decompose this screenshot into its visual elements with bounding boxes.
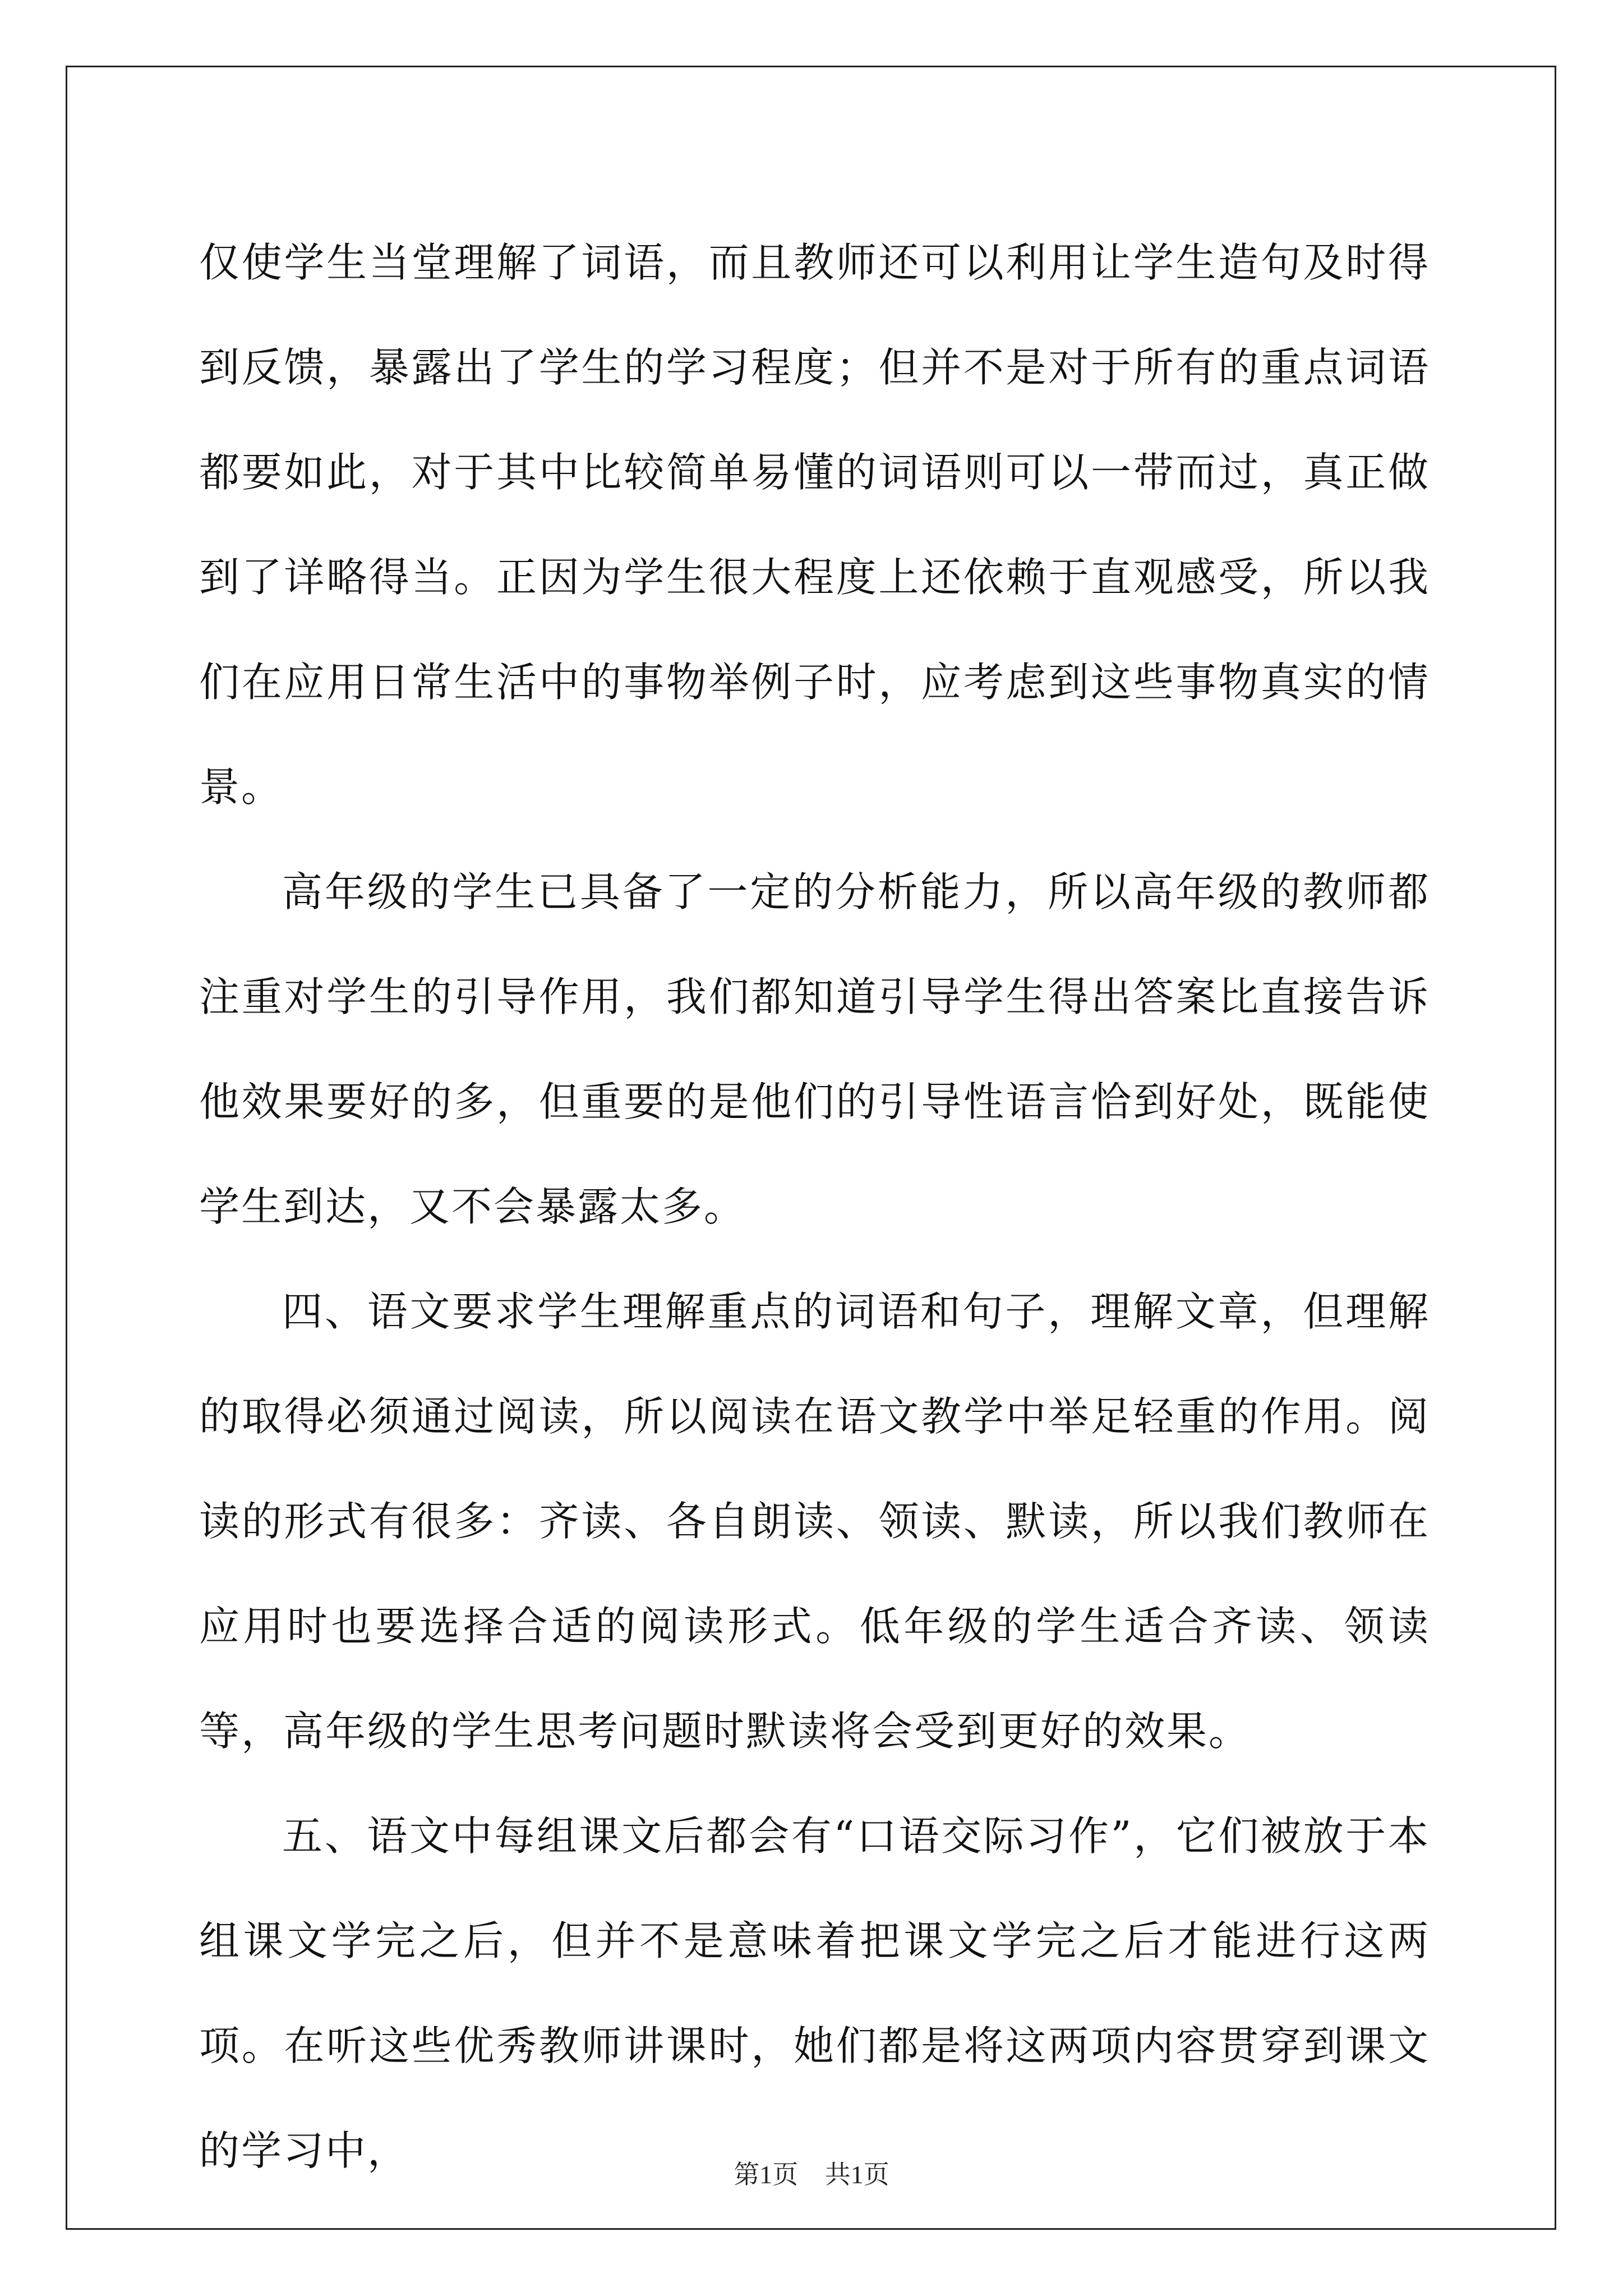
paragraph-3: 四、语文要求学生理解重点的词语和句子，理解文章，但理解的取得必须通过阅读，所以阅读在语文教学中举足轻重的作用。阅读的形式有很多：齐读、各自朗读、领读、默读，所以我们教师在应用时也要选择合适的阅读形式。低年级的学生适合齐读、领读等，高年级的学生思考问题时默读将会受到更好的效果。 — [199, 1288, 1430, 1755]
document-body — [199, 210, 1430, 2203]
paragraph-4: 五、语文中每组课文后都会有“口语交际习作”，它们被放于本组课文学完之后，但并不是意味着把课文学完之后才能进行这两项。在听这些优秀教师讲课时，她们都是将这两项内容贯穿到课文的学习中， — [199, 1812, 1430, 2174]
page-number: 第1页 — [734, 2160, 799, 2189]
paragraph-1: 仅使学生当堂理解了词语，而且教师还可以利用让学生造句及时得到反馈，暴露出了学生的学习程度；但并不是对于所有的重点词语都要如此，对于其中比较简单易懂的词语则可以一带而过，真正做到了详略得当。正因为学生很大程度上还依赖于直观感受，所以我们在应用日常生活中的事物举例子时，应考虑到这些事物真实的情景。 — [199, 239, 1430, 811]
page-footer — [0, 2154, 1623, 2191]
paragraph-2: 高年级的学生已具备了一定的分析能力，所以高年级的教师都注重对学生的引导作用，我们都知道引导学生得出答案比直接告诉他效果要好的多，但重要的是他们的引导性语言恰到好处，既能使学生到达，又不会暴露太多。 — [199, 868, 1430, 1230]
page-total: 共1页 — [824, 2160, 889, 2189]
